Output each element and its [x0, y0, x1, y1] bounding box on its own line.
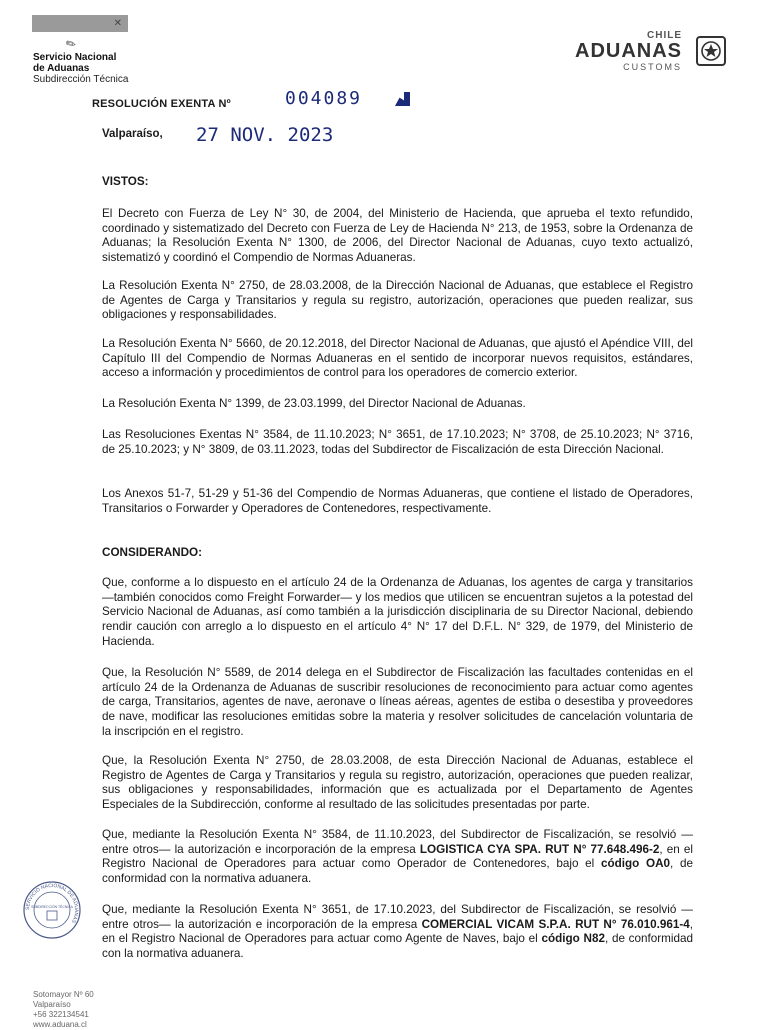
svg-text:SERVICIO NACIONAL DE ADUANAS: SERVICIO NACIONAL DE ADUANAS — [24, 882, 80, 924]
place-label: Valparaíso, — [102, 128, 163, 140]
resolution-number: 004089 — [285, 88, 363, 109]
vistos-paragraph — [102, 487, 693, 516]
bar-corner-mark: ✕ — [113, 18, 122, 29]
paragraph — [102, 828, 693, 887]
svg-text:SUBDIRECCIÓN TÉCNICA: SUBDIRECCIÓN TÉCNICA — [31, 905, 73, 909]
company-name: LOGISTICA CYA SPA. RUT N° 77.648.496-2 — [419, 842, 660, 856]
logo-tag: CUSTOMS — [623, 62, 682, 72]
considerando-heading: CONSIDERANDO: — [102, 546, 202, 559]
org-unit: Subdirección Técnica — [33, 74, 129, 85]
org-name-line2: de Aduanas — [33, 63, 90, 74]
resolution-label: RESOLUCIÓN EXENTA Nº — [92, 98, 231, 110]
text-run: , en el Registro Nacional de Operadores para actuar como Agente de Naves, bajo el — [102, 917, 693, 946]
official-stamp — [22, 880, 82, 940]
paragraph: Que, la Resolución Exenta N° 2750, de 28.03.2008, de esta Dirección Nacional de Aduanas, establece el Registro de Agentes de Carga y Transitarios y regula su registro, autorización, operaciones que pueden realizar, sus obligaciones y responsabilidades, información que es actualizada por el Departamento de Agentes Especiales de la Subdirección, conforme al resultado de las solicitudes presentadas por parte. — [102, 754, 693, 812]
paragraph: Los Anexos 51-7, 51-29 y 51-36 del Compendio de Normas Aduaneras, que contiene el listado de Operadores, Transitarios o Forwarder y Operadores de Contenedores, respectivamente. — [102, 487, 693, 515]
vistos-paragraph — [102, 207, 693, 266]
paragraph: La Resolución Exenta N° 5660, de 20.12.2018, del Director Nacional de Aduanas, que ajustó el Apéndice VIII, del Capítulo III del Compendio de Normas Aduaneras en el sentido de incorporar nuevos requisitos, estándares, acceso a información y procedimientos de control para los operadores de comercio exterior. — [102, 337, 693, 380]
operator-code: código N82 — [541, 932, 605, 946]
text-run: Que, mediante la Resolución Exenta N° 3584, de 11.10.2023, del Subdirector de Fiscalización, se resolvió —entre otros— la autorización e incorporación de la empresa — [102, 828, 693, 856]
logo-name: ADUANAS — [575, 40, 682, 62]
company-name: COMERCIAL VICAM S.P.A. RUT N° 76.010.961-4 — [421, 917, 690, 931]
paragraph: El Decreto con Fuerza de Ley N° 30, de 2004, del Ministerio de Hacienda, que aprueba el texto refundido, coordinado y sistematizado del Decreto con Fuerza de Ley de Hacienda N° 213, de 1953, sobre la Ordenanza de Aduanas; la Resolución Exenta N° 1300, de 2006, del Director Nacional de Aduanas, cuyo texto actualizó, sistematizó y coordinó el Compendio de Normas Aduaneras. — [102, 207, 693, 265]
quill-icon: ✎ — [63, 35, 79, 53]
text-run: , en el Registro Nacional de Operadores para actuar como Operador de Contenedores, bajo el — [102, 842, 694, 871]
paragraph: La Resolución Exenta N° 2750, de 28.03.2008, de la Dirección Nacional de Aduanas, que establece el Registro de Agentes de Carga y Transitarios y regula su registro, autorización, operaciones que pueden realizar, sus obligaciones y responsabilidades. — [102, 279, 693, 322]
paragraph — [102, 903, 693, 962]
text-run: Que, mediante la Resolución Exenta N° 3651, de 17.10.2023, del Subdirector de Fiscalización, se resolvió —entre otros— la autorización e incorporación de la empresa — [102, 903, 693, 931]
considerando-paragraph — [102, 576, 693, 650]
paragraph: Que, conforme a lo dispuesto en el artículo 24 de la Ordenanza de Aduanas, los agentes de carga y transitarios —también conocidos como Freight Forwarder— y los medios que utilicen se encuentran sujetos a la potestad del Servicio Nacional de Aduanas, así como también a la jurisdicción disciplinaria de su Director Nacional, debiendo rendir caución con arreglo a lo dispuesto en el artículo 4° N° 17 del D.F.L. N° 329, de 1979, del Ministerio de Hacienda. — [102, 576, 693, 648]
logo-country: CHILE — [647, 30, 682, 41]
vistos-paragraph — [102, 397, 693, 412]
considerando-paragraph — [102, 754, 693, 813]
footer-address — [33, 990, 94, 1030]
org-block — [33, 52, 128, 85]
paragraph: Que, la Resolución N° 5589, de 2014 delega en el Subdirector de Fiscalización las facultades contenidas en el artículo 24 de la Ordenanza de Aduanas de suscribir resoluciones de reconocimiento para actuar como agentes de carga, Transitarios, agentes de nave, aeronave o líneas aéreas, agentes de estiba o desestiba y proveedores de nave, modificar las resoluciones emitidas sobre la materia y resolver solicitudes de cancelación voluntaria de la inscripción en el registro. — [102, 666, 693, 738]
considerando-paragraph — [102, 903, 693, 962]
header-gray-bar — [32, 15, 128, 32]
paragraph: Las Resoluciones Exentas N° 3584, de 11.10.2023; N° 3651, de 17.10.2023; N° 3708, de 25.10.2023; N° 3716, de 25.10.2023; y N° 3809, de 03.11.2023, todas del Subdirector de Fiscalización de esta Dirección Nacional. — [102, 428, 693, 456]
vistos-heading: VISTOS: — [102, 175, 149, 188]
footer-street: Sotomayor Nº 60 — [33, 990, 94, 999]
footer-phone: +56 322134541 — [33, 1010, 89, 1019]
text-run: , de conformidad con la normativa aduanera. — [102, 932, 693, 961]
considerando-paragraph — [102, 666, 693, 740]
vistos-paragraph — [102, 279, 693, 323]
considerando-paragraph — [102, 828, 693, 887]
paragraph: La Resolución Exenta N° 1399, de 23.03.1999, del Director Nacional de Aduanas. — [102, 397, 526, 410]
footer-website: www.aduana.cl — [33, 1020, 87, 1029]
vistos-paragraph — [102, 428, 693, 457]
shield-star-icon — [696, 36, 726, 66]
org-name-line1: Servicio Nacional — [33, 52, 117, 63]
vistos-paragraph — [102, 337, 693, 381]
operator-code: código OA0 — [600, 857, 671, 871]
footer-city: Valparaíso — [33, 1000, 71, 1009]
resolution-date: 27 NOV. 2023 — [196, 124, 334, 146]
stamp-mark — [395, 92, 410, 106]
aduanas-logo — [544, 30, 726, 75]
text-run: , de conformidad con la normativa aduanera. — [102, 857, 693, 886]
